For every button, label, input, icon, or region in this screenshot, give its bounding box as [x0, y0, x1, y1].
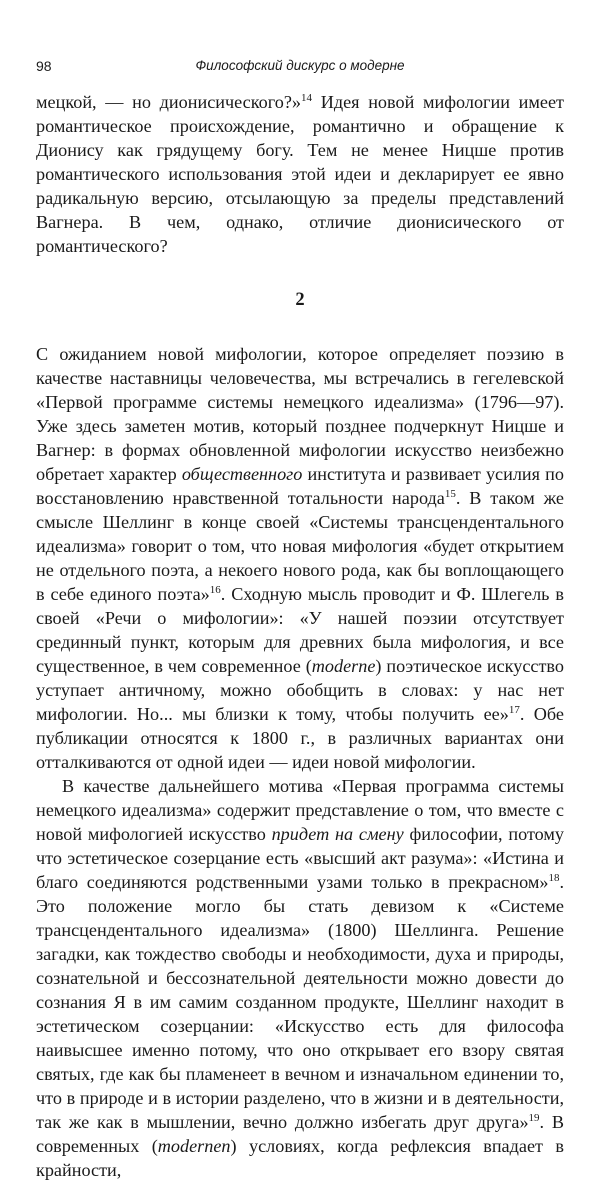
- body-text: [36, 90, 564, 1182]
- paragraph-2: [36, 342, 564, 774]
- text-run: . Это положение могло бы стать девизом к «Системе трансцендентального идеализма» (1800) Шеллинга. Решение загадки, как тождество свободы и необходимости, духа и природы, сознательной и бессознательной деятельности можно довести до сознания Я в им самим созданном продукте, Шеллинг находит в эстетическом созерцании: «Искусство есть для философа наивысшее именно потому, что оно открывает его взору святая святых, где как бы пламенеет в вечном и изначальном единении то, что в природе и в истории разделено, что в жизни и в деятельности, так же как в мышлении, вечно должно избегать друг друга»: [36, 872, 564, 1132]
- running-head: Философский дискурс о модерне: [195, 58, 405, 73]
- page-number: 98: [36, 58, 52, 74]
- section-number: 2: [295, 290, 305, 310]
- footnote-ref-15: 15: [444, 487, 456, 500]
- emphasis: общественного: [181, 464, 303, 484]
- emphasis: modernen: [157, 1136, 231, 1156]
- page-header: [36, 58, 564, 78]
- text-run: философии, потому что эстетическое созерцание есть «высший акт разума»: «Истина и благо соединяются родственными узами только в прекрасном»: [36, 824, 564, 892]
- text-run: . В современных (: [36, 1112, 564, 1156]
- text-run: института и развивает усилия по восстановлению нравственной тотальности народа: [36, 464, 564, 508]
- emphasis: придет на смену: [271, 824, 404, 844]
- text-run: С ожиданием новой мифологии, которое определяет поэзию в качестве наставницы человечества, мы встречались в гегелевской «Первой программе системы немецкого идеализма» (1796—97). Уже здесь заметен мотив, который позднее подчеркнут Ницше и Вагнер: в формах обновленной мифологии искусство неизбежно обретает характер: [36, 344, 564, 484]
- text-run: . Обе публикации относятся к 1800 г., в различных вариантах они отталкиваются от одной идеи — идеи новой мифологии.: [36, 704, 564, 772]
- paragraph-1: [36, 90, 564, 258]
- footnote-ref-14: 14: [301, 91, 313, 104]
- paragraph-3: [36, 774, 564, 1182]
- text-run: В качестве дальнейшего мотива «Первая программа системы немецкого идеализма» содержит представление о том, что вместе с новой мифологией искусство: [36, 776, 564, 844]
- emphasis: moderne: [311, 656, 376, 676]
- text-run: ) поэтическое искусство уступает античному, можно обобщить в словах: у нас нет мифологии. Но... мы близки к тому, чтобы получить ее»: [36, 656, 564, 724]
- text-run: мецкой, — но дионисического?»: [36, 92, 302, 112]
- footnote-ref-17: 17: [508, 703, 520, 716]
- text-run: Идея новой мифологии имеет романтическое происхождение, романтично и обращение к Дионису как грядущему богу. Тем не менее Ницше против романтического использования этой идеи и декларирует ее явно радикальную версию, отсылающую за пределы представлений Вагнера. В чем, однако, отличие дионисического от романтического?: [36, 92, 564, 256]
- text-run: ) условиях, когда рефлексия впадает в крайности,: [36, 1136, 564, 1180]
- text-run: . В таком же смысле Шеллинг в конце своей «Системы трансцендентального идеализма» говорит о том, что новая мифология «будет открытием не отдельного поэта, а некоего нового рода, как бы воплощающего в себе единого поэта»: [36, 488, 564, 604]
- footnote-ref-18: 18: [548, 871, 560, 884]
- footnote-ref-16: 16: [209, 583, 221, 596]
- text-run: . Сходную мысль проводит и Ф. Шлегель в своей «Речи о мифологии»: «У нашей поэзии отсутствует срединный пункт, которым для древних была мифология, и все существенное, в чем современное (: [36, 584, 564, 676]
- footnote-ref-19: 19: [528, 1111, 540, 1124]
